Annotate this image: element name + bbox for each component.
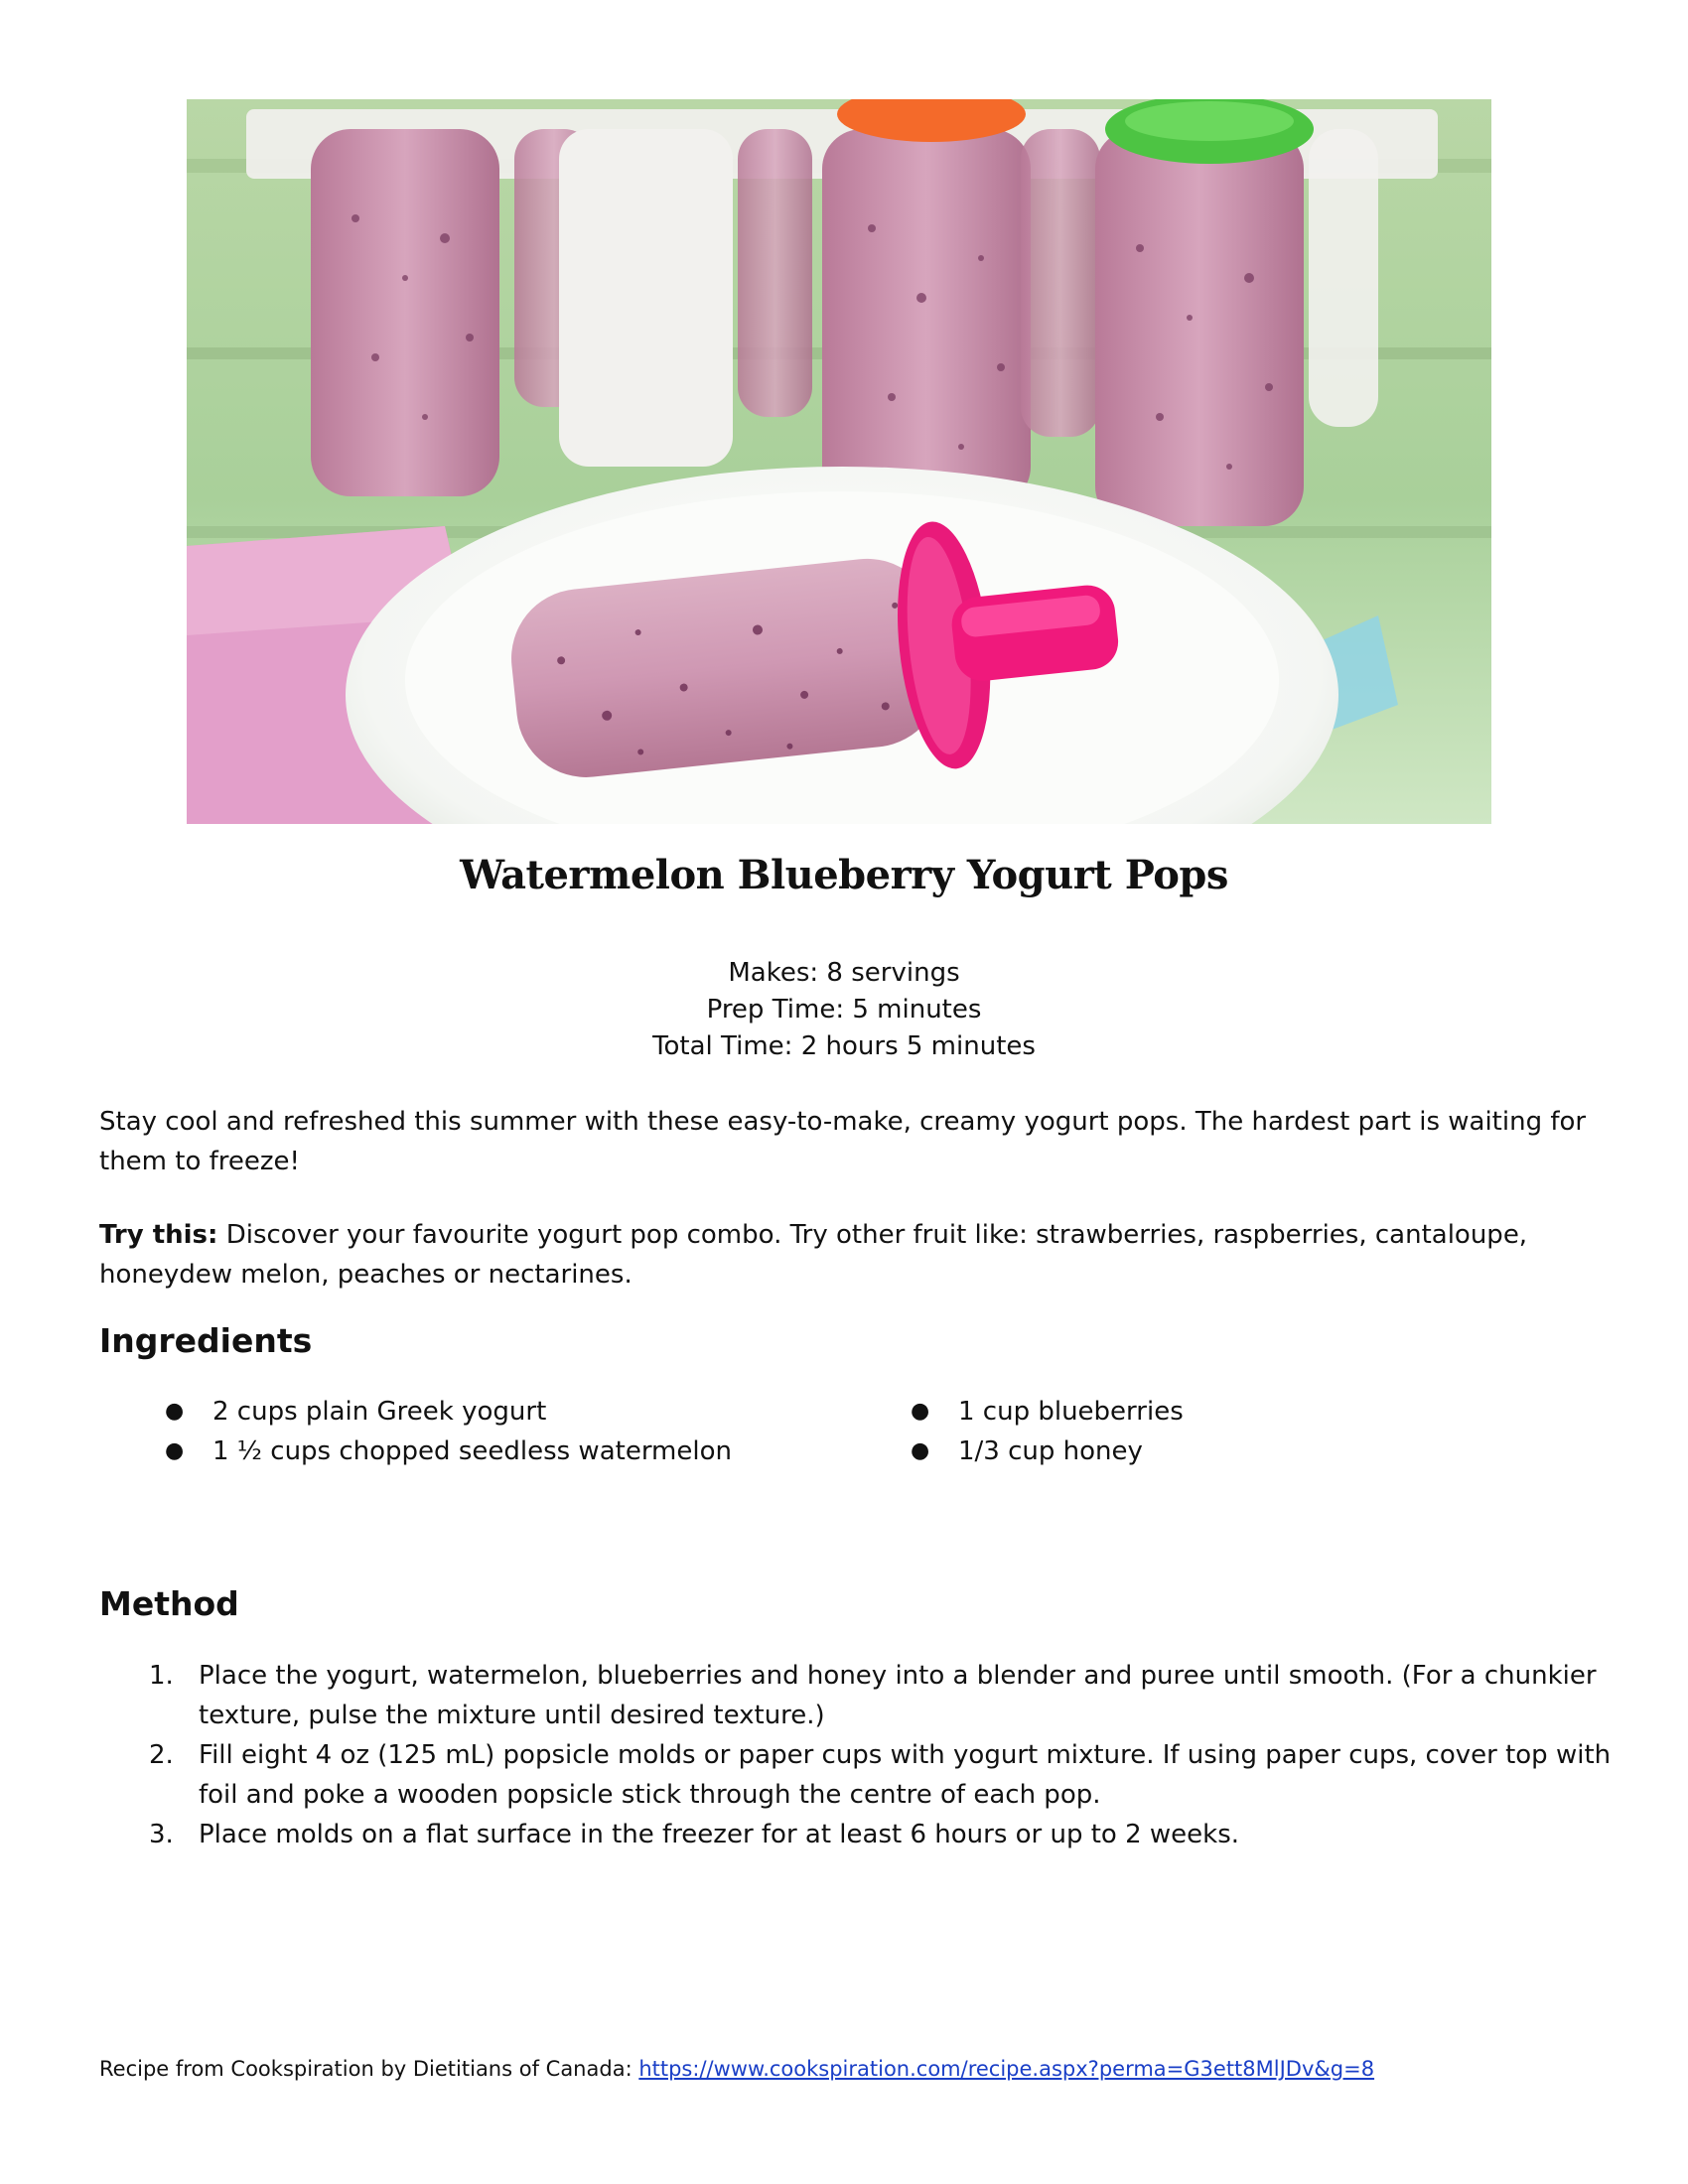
step-number: 2. — [149, 1740, 174, 1770]
prep-time-text: Prep Time: 5 minutes — [706, 995, 982, 1024]
ingredient-item — [911, 1432, 1184, 1471]
recipe-source-footer — [99, 2057, 1374, 2081]
try-this-paragraph — [99, 1215, 1618, 1295]
try-this-text: Discover your favourite yogurt pop combo. Try other fruit like: strawberries, raspberries, cantaloupe, honeydew melon, peaches or nectarines. — [99, 1220, 1528, 1290]
step-text: Place the yogurt, watermelon, blueberries and honey into a blender and puree until smooth. (For a chunkier texture, pulse the mixture until desired texture.) — [199, 1661, 1597, 1730]
ingredient-item — [911, 1392, 1184, 1432]
ingredients-list-right — [911, 1392, 1184, 1471]
ingredient-text: 1 ½ cups chopped seedless watermelon — [212, 1436, 732, 1466]
method-step — [99, 1815, 1618, 1854]
bullet-icon: ● — [165, 1399, 185, 1424]
recipe-meta — [0, 955, 1688, 1065]
servings-text: Makes: 8 servings — [728, 958, 960, 988]
bullet-icon: ● — [911, 1399, 930, 1424]
recipe-title: Watermelon Blueberry Yogurt Pops — [460, 852, 1228, 898]
step-text: Fill eight 4 oz (125 mL) popsicle molds or paper cups with yogurt mixture. If using paper cups, cover top with foil and poke a wooden popsicle stick through the centre of each pop. — [199, 1740, 1612, 1810]
total-time-text: Total Time: 2 hours 5 minutes — [652, 1031, 1036, 1061]
method-step — [99, 1656, 1618, 1735]
method-steps — [99, 1656, 1618, 1854]
step-number: 3. — [149, 1820, 174, 1849]
ingredient-item — [165, 1432, 732, 1471]
method-heading: Method — [99, 1584, 239, 1623]
ingredient-text: 1 cup blueberries — [958, 1397, 1184, 1427]
ingredients-heading: Ingredients — [99, 1321, 313, 1360]
ingredient-text: 1/3 cup honey — [958, 1436, 1143, 1466]
ingredients-list-left — [165, 1392, 732, 1471]
ingredient-item — [165, 1392, 732, 1432]
try-this-label: Try this: — [99, 1220, 218, 1250]
source-link[interactable]: https://www.cookspiration.com/recipe.aspx?perma=G3ett8MlJDv&g=8 — [638, 2057, 1375, 2081]
bullet-icon: ● — [165, 1438, 185, 1463]
step-number: 1. — [149, 1661, 174, 1691]
bullet-icon: ● — [911, 1438, 930, 1463]
intro-paragraph: Stay cool and refreshed this summer with these easy-to-make, creamy yogurt pops. The hardest part is waiting for them to freeze! — [99, 1107, 1587, 1176]
source-label: Recipe from Cookspiration by Dietitians of Canada: — [99, 2057, 639, 2081]
recipe-photo — [187, 99, 1491, 824]
step-text: Place molds on a flat surface in the freezer for at least 6 hours or up to 2 weeks. — [199, 1820, 1240, 1849]
method-step — [99, 1735, 1618, 1815]
ingredient-text: 2 cups plain Greek yogurt — [212, 1397, 547, 1427]
